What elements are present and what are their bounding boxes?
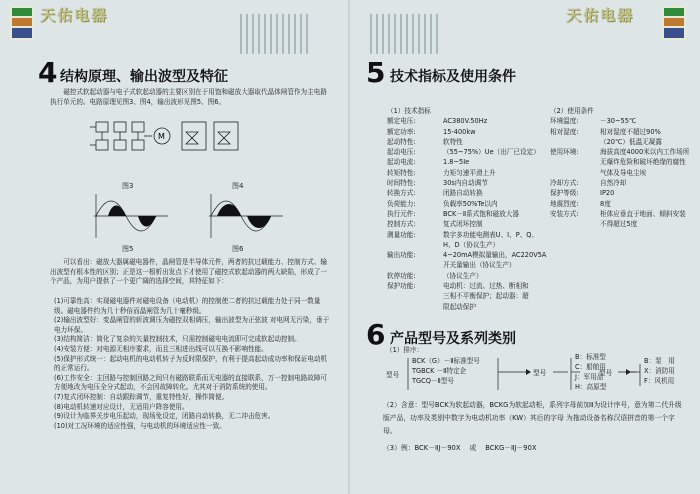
order-label: （1）排序： bbox=[386, 346, 424, 354]
section-4-feature-list bbox=[54, 297, 330, 431]
mid-model-label: 型号 bbox=[533, 369, 547, 377]
section-5-title: 技术指标及使用条件 bbox=[390, 69, 516, 85]
feature-item: (1)可靠性高：实现磁电器件对磁电设备（电动机）的控制使二者的抗过载能力处于同一数量级。磁电器件约为几十秒倍而晶闸管为几十毫秒级。 bbox=[54, 297, 321, 315]
spec-key: 控制方式: bbox=[387, 220, 416, 229]
brand-name: 天佑电器 bbox=[566, 6, 635, 24]
spec-key: 测量功能: bbox=[387, 230, 416, 239]
spec-key: 负荷能力: bbox=[387, 199, 416, 208]
use-letter-item: F：风机用 bbox=[644, 377, 675, 385]
spec-row bbox=[387, 188, 546, 198]
cond-key: 相对湿度: bbox=[550, 127, 579, 136]
condition-row bbox=[550, 147, 690, 178]
conditions-list bbox=[550, 106, 690, 230]
spec-row bbox=[387, 209, 546, 219]
section-6-number: 6 bbox=[366, 318, 386, 351]
fig6-label: 图6 bbox=[232, 245, 244, 253]
spec-row bbox=[387, 137, 546, 147]
cond-key bbox=[550, 137, 600, 147]
spec-key: 执行元件: bbox=[387, 209, 416, 218]
spec-key: 保护功能: bbox=[387, 282, 416, 291]
section-4-number: 4 bbox=[38, 56, 58, 89]
condition-row bbox=[550, 178, 690, 188]
waveform-fig5 bbox=[90, 192, 170, 240]
spec-value: 30s内自动调节 bbox=[443, 179, 488, 188]
spec-value: （协议生产） bbox=[443, 271, 483, 280]
feature-item: (7)复式闭环控制：自动跟踪调节，重复特性好，操作简便。 bbox=[54, 392, 229, 401]
cond-value: 自然冷却 bbox=[600, 179, 627, 188]
spec-value: 1.8~5Ie bbox=[443, 158, 470, 167]
cond-key: 使用环境: bbox=[550, 148, 579, 157]
cond-value: 相对湿度不超过90% bbox=[600, 127, 661, 136]
cond-value: IP20 bbox=[600, 189, 615, 198]
spec-value: 力矩匀速平滑上升 bbox=[443, 168, 496, 177]
model-label: 型号 bbox=[386, 371, 400, 379]
spec-value: 限起动保护 bbox=[443, 302, 476, 311]
spec-row bbox=[387, 147, 546, 157]
section-5-number: 5 bbox=[366, 56, 386, 89]
spec-row bbox=[387, 127, 546, 137]
brand-name: 天佑电器 bbox=[40, 6, 109, 24]
spec-row bbox=[387, 250, 546, 260]
spec-value: 开关量输出（协议生产） bbox=[443, 261, 516, 270]
cond-value: 海拔高度4000米以内工作场所无爆炸危险和破坏绝缘的腐性气体及导电尘埃 bbox=[600, 148, 690, 177]
cond-value: 8度 bbox=[600, 199, 611, 208]
spec-value: 闭路自动转换 bbox=[443, 189, 483, 198]
feature-item: (3)结构简洁：简化了复杂的矢量控制技术，只需控制磁电电流即可完成软起动控制。 bbox=[54, 335, 301, 344]
circuit-diagram-fig3 bbox=[90, 118, 245, 158]
type-letter-item: H：高原型 bbox=[575, 383, 607, 391]
spec-value: 4~20mA模拟量输出，AC220V5A bbox=[443, 251, 547, 260]
type-letter-item: C：船舶用 bbox=[575, 363, 606, 371]
spec-list bbox=[387, 106, 546, 312]
spec-row bbox=[387, 260, 546, 270]
spec-row bbox=[387, 240, 546, 250]
spec-row bbox=[387, 281, 546, 291]
spec-value: H、D（协议生产） bbox=[443, 240, 500, 249]
model-label-3: 型号 bbox=[599, 369, 613, 377]
feature-item: (8)电动机转速对应设计，无适用户降容使用。 bbox=[54, 402, 189, 411]
company-logo-icon bbox=[662, 6, 686, 40]
series-item: TGCQ－Ⅱ型号 bbox=[412, 377, 454, 385]
spec-value: 软特性 bbox=[443, 137, 463, 146]
feature-item: (9)设计为临界关步电压起动，现场免设定，闭路自动转换，无二冲击危害。 bbox=[54, 412, 275, 421]
spec-row bbox=[387, 168, 546, 178]
cond-key: 环境温度: bbox=[550, 117, 579, 126]
spec-value: 负载率50%Te以内 bbox=[443, 199, 498, 208]
spec-row bbox=[387, 271, 546, 281]
spec-value: AC380V.50Hz bbox=[443, 117, 488, 126]
condition-row bbox=[550, 137, 690, 147]
spec-key: 转换方式: bbox=[387, 189, 416, 198]
section-4-body: 可以看出：磁放大器属磁电器件，晶闸管是半导体元件，两者的抗过载能力、控制方式、输出波型有根本性的区别；正是这一根析出发点下才使用了磁控式软起动器的两大缺陷，形成了一个产品，为用户提供了一个更广阔的选择空间，其特征如下： bbox=[50, 258, 327, 286]
cond-value: －30~55℃ bbox=[600, 117, 637, 126]
condition-row bbox=[550, 188, 690, 198]
fig4-label: 图4 bbox=[232, 182, 244, 190]
spec-row bbox=[387, 291, 546, 301]
spec-value: BCK－Ⅱ系式饱和磁放大器 bbox=[443, 209, 519, 218]
type-letter-item: J：军用品 bbox=[575, 373, 604, 381]
spec-key: 额定电压: bbox=[387, 117, 416, 126]
spec-key: 转矩特性: bbox=[387, 168, 416, 177]
spec-row bbox=[387, 178, 546, 188]
feature-item: (2)输出波型好：变晶闸管的斩波调压为磁控双相调压，输出波型为正弦波 对电网无污染，垂于电力环保。 bbox=[54, 316, 330, 334]
series-item: TGBCK －Ⅱ特定企 bbox=[412, 367, 467, 375]
spec-row bbox=[387, 219, 546, 229]
cond-key: 冷却方式: bbox=[550, 179, 579, 188]
cond-value: （20℃）低温无凝露 bbox=[600, 137, 662, 146]
conditions-title: （2）使用条件 bbox=[550, 107, 594, 115]
use-letter-item: B：泵 用 bbox=[644, 357, 675, 365]
spec-key bbox=[387, 260, 443, 270]
spec-row bbox=[387, 302, 546, 312]
spec-value: 数字多功能电测表U、I、P、Q、 bbox=[443, 230, 539, 239]
condition-row bbox=[550, 116, 690, 126]
spec-key: 额定功率: bbox=[387, 127, 416, 136]
note-text: 型号BCK为软起动器，BCKG为软起动柜，系列字母前加Ⅱ为设计序号，意为第二代升级版产品，功率及类别中数字为电动机功率（KW）其后的字母 为拖动设备名称汉语拼音的第一个字母。 bbox=[383, 401, 682, 435]
spec-key bbox=[387, 291, 443, 301]
spec-row bbox=[387, 199, 546, 209]
use-letters bbox=[644, 356, 675, 386]
company-logo-icon bbox=[10, 6, 34, 40]
section-4-title: 结构原理、输出波型及特征 bbox=[60, 69, 228, 85]
spec-key: 软停功能: bbox=[387, 271, 416, 280]
model-meaning-note bbox=[383, 399, 688, 438]
spec-title: （1）技术指标 bbox=[387, 107, 431, 115]
waveform-fig6 bbox=[205, 192, 285, 240]
spec-key: 输出功能: bbox=[387, 251, 416, 260]
spec-key: 起动特性: bbox=[387, 137, 416, 146]
condition-row bbox=[550, 199, 690, 209]
series-item: BCK（G）－Ⅱ标准型号 bbox=[412, 357, 480, 365]
spec-value: 复式闭环控制 bbox=[443, 220, 483, 229]
condition-row bbox=[550, 127, 690, 137]
feature-item: (6)工作安全：主回路与控制回路之间只有磁路联系而无电器的直接联系，万一控制电路故障可方便地改为电压全分式起动，不会因故障转化。尤其对于消防系统的使用。 bbox=[54, 373, 328, 392]
type-letter-item: B：标准型 bbox=[575, 353, 606, 361]
cond-value: 柜体应垂直于地面、倾斜安装不得超过5度 bbox=[600, 209, 686, 229]
spec-value: 三相不平衡保护；起动器：超 bbox=[443, 292, 529, 301]
condition-row bbox=[550, 209, 690, 230]
feature-item: (5)保护形式统一：起动电机的电动机转子为反时限保护，有利于提高起动成功率和保证电动机的正常运行。 bbox=[54, 354, 328, 373]
spec-value: 电动机：过流、过热、断相和 bbox=[443, 282, 529, 291]
model-example: （3）例：BCK－ⅡJ－90X 或 BCKG－ⅡJ－90X bbox=[383, 444, 537, 452]
fig3-label: 图3 bbox=[122, 182, 134, 190]
model-connector-lines bbox=[368, 350, 688, 400]
spec-key bbox=[387, 240, 443, 250]
cond-key: 保护等级: bbox=[550, 189, 579, 198]
decorative-stripes bbox=[370, 14, 440, 54]
feature-item: (10)对工况环境的适应性强，与电动机的环境适应性一致。 bbox=[54, 421, 226, 430]
feature-item: (4)安装方便：对电源无相序要求，而且三相进出线可以互换不影响性能。 bbox=[54, 344, 268, 353]
cond-key: 安装方式: bbox=[550, 209, 579, 218]
decorative-stripes bbox=[240, 14, 310, 54]
spec-value: 15-400kw bbox=[443, 127, 476, 136]
spec-value: （55~75%）Ue（出厂已设定） bbox=[443, 148, 540, 157]
section-6-title: 产品型号及系列类别 bbox=[390, 331, 516, 347]
spec-key: 起动电流: bbox=[387, 158, 416, 167]
cond-key: 地震烈度: bbox=[550, 199, 579, 208]
spec-row bbox=[387, 157, 546, 167]
spec-row bbox=[387, 116, 546, 126]
spec-key bbox=[387, 302, 443, 312]
note-label: （2）含意： bbox=[383, 401, 422, 409]
spec-row bbox=[387, 230, 546, 240]
section-4-intro: 磁控式软起动器与电子式软起动器的主要区别在于用饱和磁放大器取代晶体闸管作为主电路执行单元的。电路原理见图3、图4，输出波形见图5、图6。 bbox=[50, 88, 327, 106]
use-letter-item: X：消防用 bbox=[644, 367, 675, 375]
spec-key: 起动电压: bbox=[387, 148, 416, 157]
fig5-label: 图5 bbox=[122, 245, 134, 253]
spec-key: 时间特性: bbox=[387, 179, 416, 188]
motor-label: M bbox=[158, 132, 165, 141]
